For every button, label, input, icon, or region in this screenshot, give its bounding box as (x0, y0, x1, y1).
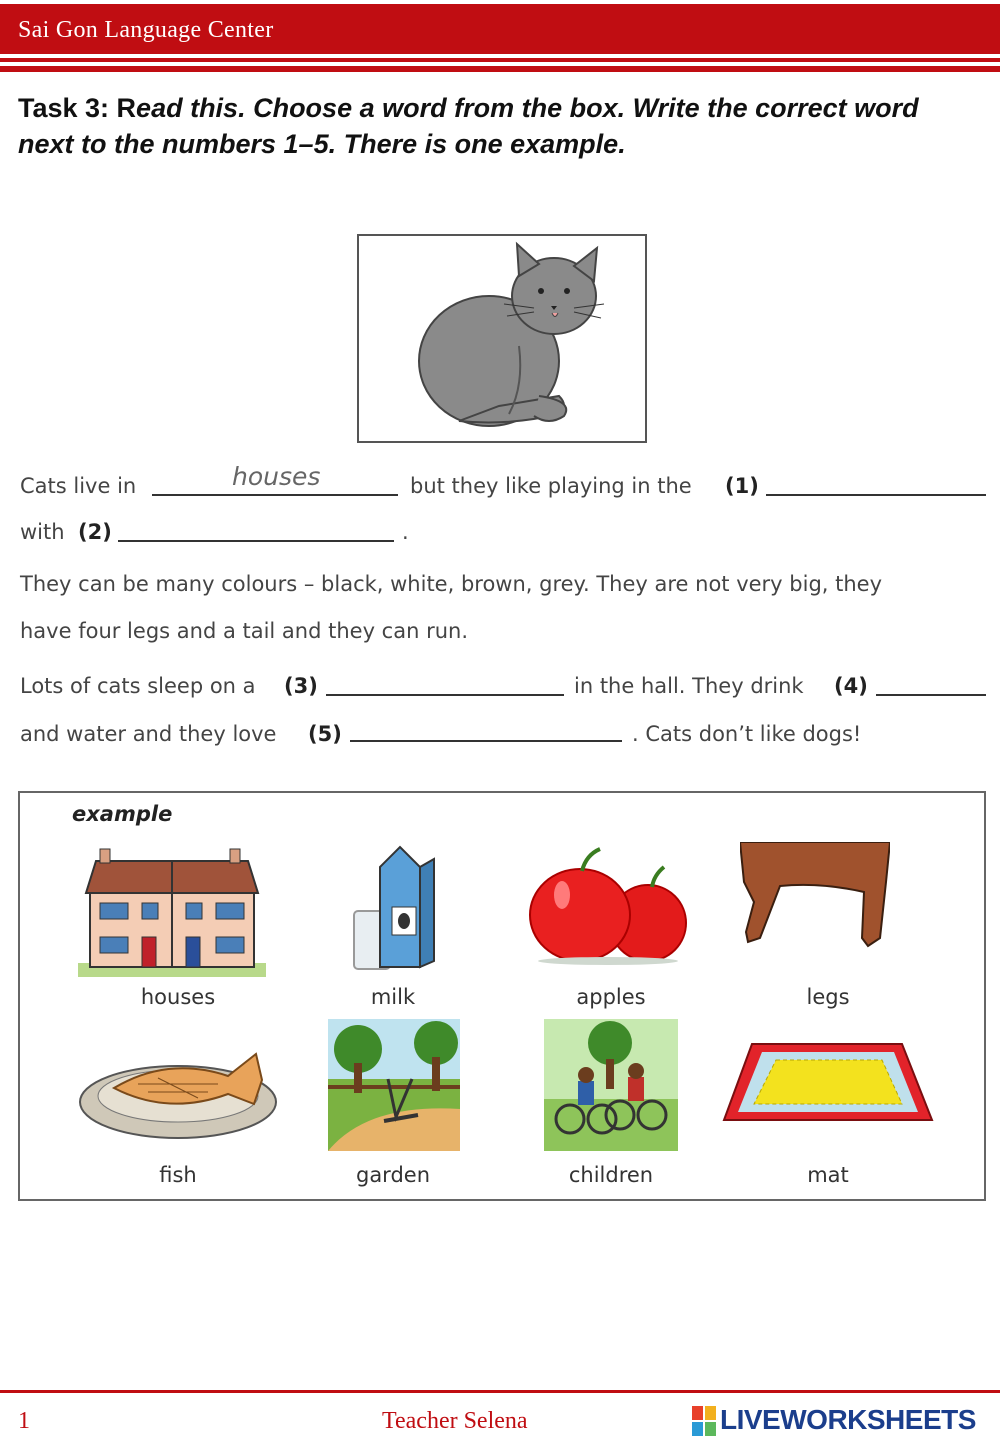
fish-icon (78, 1040, 278, 1140)
passage-line-2b: . (402, 520, 409, 544)
task-text: ead this. Choose a word from the box. Write the correct word next to the numbers 1–5. There is one example. (18, 93, 919, 159)
header-title: Sai Gon Language Center (18, 17, 274, 43)
word-legs: legs (806, 985, 850, 1009)
example-label: example (72, 802, 173, 826)
example-answer: houses (232, 462, 321, 491)
number-2: (2) (78, 520, 112, 544)
passage-line-5a: Lots of cats sleep on a (20, 674, 256, 698)
mat-icon (722, 1040, 934, 1128)
answer-blank-1[interactable] (766, 494, 986, 496)
header-divider (0, 58, 1000, 62)
answer-blank-4[interactable] (876, 694, 986, 696)
houses-icon (78, 845, 266, 977)
passage-line-3: They can be many colours – black, white, brown, grey. They are not very big, they (20, 572, 883, 596)
dog-legs-icon (740, 842, 890, 950)
word-houses: houses (140, 985, 216, 1009)
header-divider-thick (0, 66, 1000, 72)
number-5: (5) (308, 722, 342, 746)
liveworksheets-brand[interactable]: LIVEWORKSHEETS (720, 1404, 976, 1435)
footer-divider (0, 1390, 1000, 1393)
passage-line-6b: . Cats don’t like dogs! (632, 722, 862, 746)
teacher-name: Teacher Selena (382, 1408, 528, 1434)
task-label: Task 3: R (18, 93, 137, 123)
task-instruction (18, 90, 978, 162)
word-mat: mat (807, 1163, 849, 1187)
example-answer-line (152, 494, 398, 496)
answer-blank-3[interactable] (326, 694, 564, 696)
cat-picture-frame (357, 234, 647, 443)
word-milk: milk (370, 985, 416, 1009)
passage-line-6a: and water and they love (20, 722, 277, 746)
number-3: (3) (284, 674, 318, 698)
word-fish: fish (159, 1163, 197, 1187)
page-number: 1 (18, 1408, 30, 1434)
passage-line-1a: Cats live in (20, 474, 137, 498)
answer-blank-5[interactable] (350, 740, 622, 742)
number-4: (4) (834, 674, 868, 698)
passage-line-1b: but they like playing in the (410, 474, 692, 498)
word-apples: apples (576, 985, 646, 1009)
number-1: (1) (725, 474, 759, 498)
answer-blank-2[interactable] (118, 540, 394, 542)
passage-line-2a: with (20, 520, 65, 544)
garden-icon (328, 1019, 460, 1151)
cat-illustration (359, 236, 645, 441)
word-garden: garden (355, 1163, 431, 1187)
children-icon (544, 1019, 678, 1151)
milk-icon (352, 845, 438, 973)
passage-line-4: have four legs and a tail and they can run. (20, 619, 469, 643)
liveworksheets-logo-icon (692, 1404, 716, 1438)
apples-icon (528, 845, 690, 965)
passage-line-5b: in the hall. They drink (574, 674, 804, 698)
word-children: children (568, 1163, 654, 1187)
